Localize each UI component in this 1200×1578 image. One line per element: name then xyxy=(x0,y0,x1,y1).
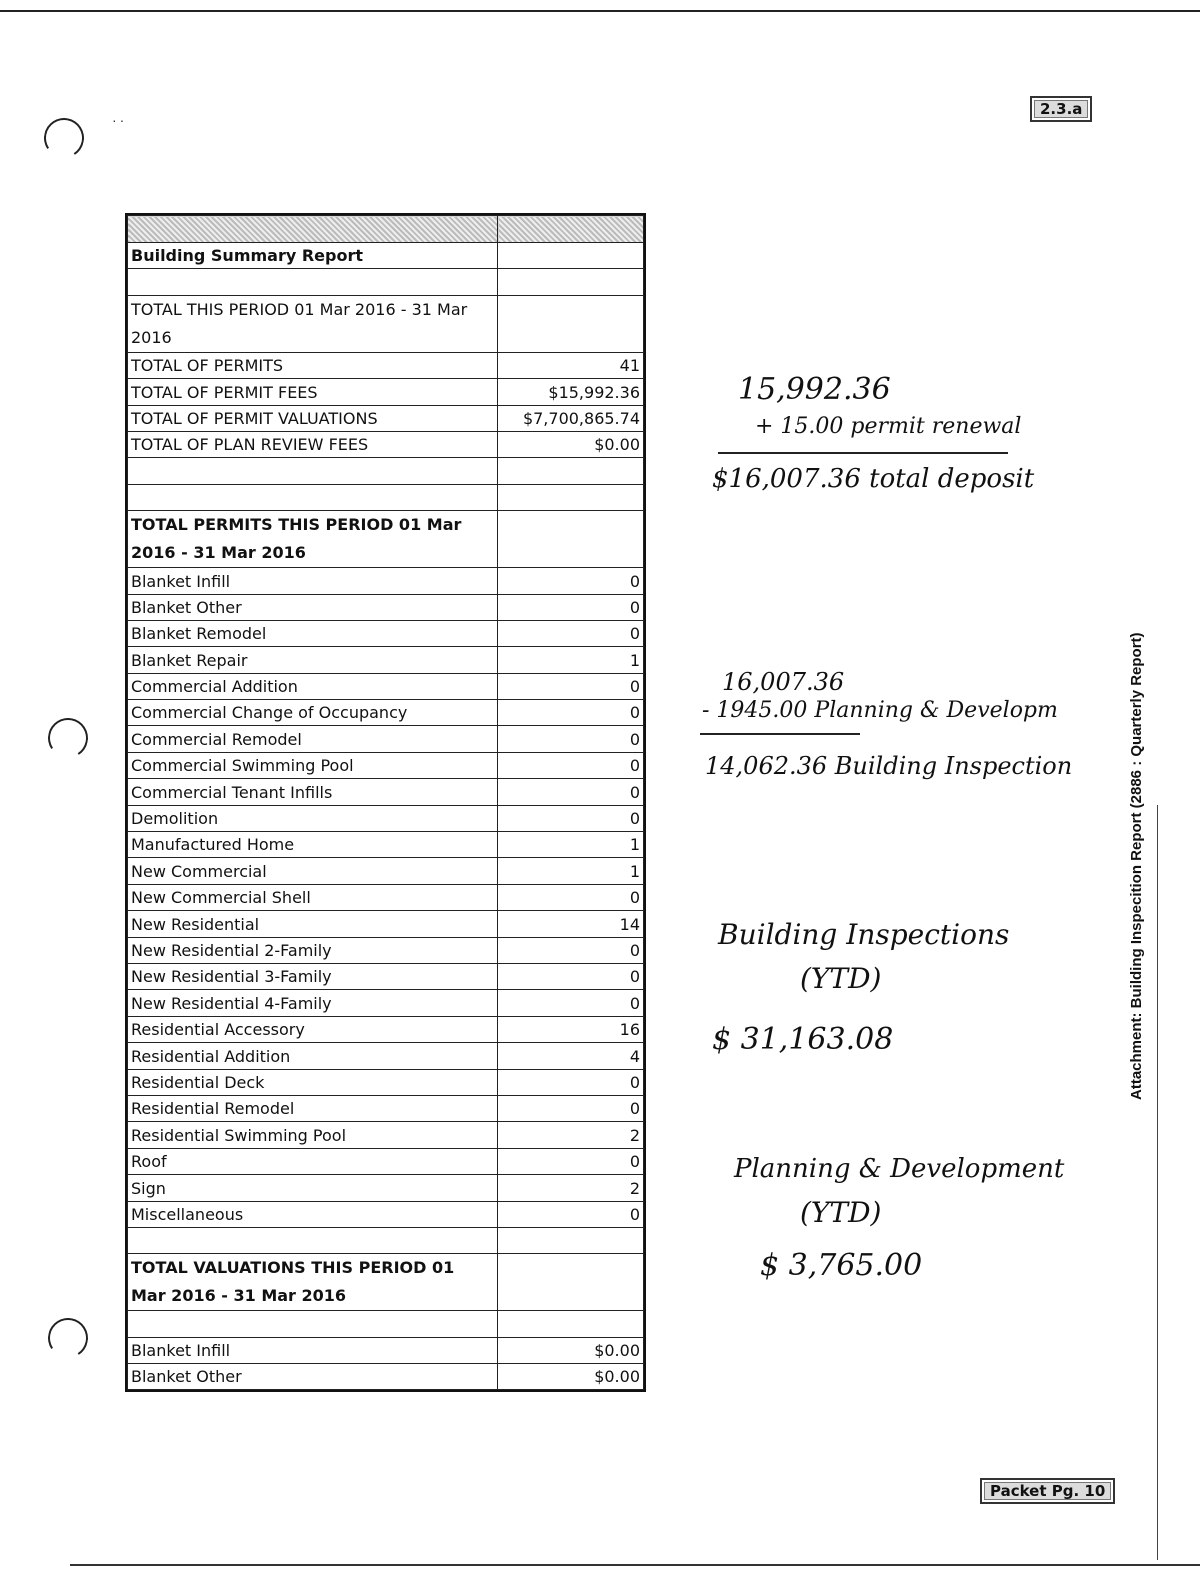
table-row xyxy=(128,1227,644,1253)
punch-hole-bottom xyxy=(44,1314,91,1361)
row-label: Blanket Other xyxy=(128,594,498,620)
row-label: Demolition xyxy=(128,805,498,831)
row-value: $0.00 xyxy=(498,1337,644,1363)
row-value: $7,700,865.74 xyxy=(498,405,644,431)
row-label: New Commercial Shell xyxy=(128,884,498,910)
table-row xyxy=(128,1122,644,1148)
table-row xyxy=(128,1311,644,1337)
row-label xyxy=(128,269,498,295)
row-value: 14 xyxy=(498,911,644,937)
table-row xyxy=(128,963,644,989)
row-value: 1 xyxy=(498,858,644,884)
table-row xyxy=(128,726,644,752)
row-label: Residential Accessory xyxy=(128,1016,498,1042)
row-value xyxy=(498,1227,644,1253)
row-label xyxy=(128,458,498,484)
row-value xyxy=(498,243,644,269)
table-row xyxy=(128,484,644,510)
note-planning-deduction: - 1945.00 Planning & Developm xyxy=(702,698,1058,723)
punch-hole-top xyxy=(40,114,87,161)
row-value: 2 xyxy=(498,1122,644,1148)
table-row xyxy=(128,431,644,457)
table-row xyxy=(128,937,644,963)
row-value: $0.00 xyxy=(498,1364,644,1390)
right-margin-line xyxy=(1157,805,1158,1560)
note-deposit-repeat: 16,007.36 xyxy=(722,668,845,696)
row-value: 16 xyxy=(498,1016,644,1042)
row-value: 0 xyxy=(498,990,644,1016)
row-value xyxy=(498,458,644,484)
row-label: TOTAL OF PLAN REVIEW FEES xyxy=(128,431,498,457)
row-label: Commercial Remodel xyxy=(128,726,498,752)
table-row xyxy=(128,216,644,243)
row-value: $0.00 xyxy=(498,431,644,457)
row-value xyxy=(498,511,644,568)
table-row xyxy=(128,1069,644,1095)
row-label: New Residential 2-Family xyxy=(128,937,498,963)
table-row xyxy=(128,1148,644,1174)
row-label: Commercial Tenant Infills xyxy=(128,779,498,805)
punch-hole-middle xyxy=(44,714,91,761)
row-label: Residential Remodel xyxy=(128,1095,498,1121)
scan-speck: ·· xyxy=(112,112,128,128)
row-label: Residential Addition xyxy=(128,1043,498,1069)
note-underline-2 xyxy=(700,733,860,735)
note-planning-ytd-amount: $ 3,765.00 xyxy=(760,1248,923,1283)
bottom-border-line xyxy=(70,1564,1200,1566)
row-value xyxy=(498,484,644,510)
row-value: $15,992.36 xyxy=(498,379,644,405)
building-summary-table xyxy=(127,215,644,1390)
row-label xyxy=(128,1227,498,1253)
table-row xyxy=(128,911,644,937)
row-value xyxy=(498,295,644,352)
attachment-side-label: Attachment: Building Inspecition Report (2886 : Quarterly Report) xyxy=(1128,632,1145,1100)
table-row xyxy=(128,858,644,884)
row-label: New Residential 4-Family xyxy=(128,990,498,1016)
row-label: Sign xyxy=(128,1175,498,1201)
row-label: Residential Deck xyxy=(128,1069,498,1095)
row-label: Manufactured Home xyxy=(128,832,498,858)
top-border-line xyxy=(0,10,1200,12)
note-building-ytd-amount: $ 31,163.08 xyxy=(712,1022,894,1057)
row-label: TOTAL OF PERMITS xyxy=(128,352,498,378)
row-label xyxy=(128,484,498,510)
row-value: 0 xyxy=(498,963,644,989)
table-row xyxy=(128,594,644,620)
row-value: 0 xyxy=(498,1069,644,1095)
row-value: 0 xyxy=(498,726,644,752)
table-row xyxy=(128,990,644,1016)
row-label: Commercial Addition xyxy=(128,673,498,699)
row-value: 2 xyxy=(498,1175,644,1201)
row-value xyxy=(498,216,644,243)
table-row xyxy=(128,700,644,726)
row-value: 0 xyxy=(498,1148,644,1174)
row-label: TOTAL THIS PERIOD 01 Mar 2016 - 31 Mar 2016 xyxy=(128,295,498,352)
note-fees-total: 15,992.36 xyxy=(738,372,891,407)
table-row xyxy=(128,1095,644,1121)
note-ytd-2: (YTD) xyxy=(800,1196,882,1229)
row-value: 1 xyxy=(498,647,644,673)
row-label xyxy=(128,1311,498,1337)
row-label: TOTAL PERMITS THIS PERIOD 01 Mar 2016 - 31 Mar 2016 xyxy=(128,511,498,568)
row-label: New Residential 3-Family xyxy=(128,963,498,989)
row-value: 0 xyxy=(498,568,644,594)
row-label: Blanket Infill xyxy=(128,1337,498,1363)
table-row xyxy=(128,647,644,673)
row-label xyxy=(128,216,498,243)
table-row xyxy=(128,295,644,352)
note-planning-ytd-label: Planning & Development xyxy=(734,1154,1065,1184)
row-label: Blanket Remodel xyxy=(128,620,498,646)
table-row xyxy=(128,1337,644,1363)
row-label: New Residential xyxy=(128,911,498,937)
table-row xyxy=(128,568,644,594)
row-value: 0 xyxy=(498,594,644,620)
row-label: Miscellaneous xyxy=(128,1201,498,1227)
row-label: Commercial Swimming Pool xyxy=(128,752,498,778)
packet-page-badge: Packet Pg. 10 xyxy=(980,1478,1115,1504)
table-row xyxy=(128,379,644,405)
note-permit-renewal: + 15.00 permit renewal xyxy=(755,414,1022,439)
table-row xyxy=(128,458,644,484)
table-row xyxy=(128,1364,644,1390)
row-label: Blanket Other xyxy=(128,1364,498,1390)
table-row xyxy=(128,405,644,431)
table-row xyxy=(128,620,644,646)
row-value xyxy=(498,269,644,295)
row-value: 0 xyxy=(498,752,644,778)
table-row xyxy=(128,1175,644,1201)
row-value: 0 xyxy=(498,937,644,963)
table-row xyxy=(128,884,644,910)
table-row xyxy=(128,1201,644,1227)
row-value: 0 xyxy=(498,700,644,726)
row-value: 0 xyxy=(498,1095,644,1121)
table-row xyxy=(128,779,644,805)
row-label: Commercial Change of Occupancy xyxy=(128,700,498,726)
row-label: Roof xyxy=(128,1148,498,1174)
note-building-inspections-ytd-label: Building Inspections xyxy=(718,918,1010,951)
row-value xyxy=(498,1311,644,1337)
table-row xyxy=(128,243,644,269)
table-row xyxy=(128,805,644,831)
table-row xyxy=(128,752,644,778)
note-total-deposit: $16,007.36 total deposit xyxy=(712,464,1035,494)
table-row xyxy=(128,832,644,858)
row-label: Blanket Infill xyxy=(128,568,498,594)
table-row xyxy=(128,673,644,699)
row-value: 0 xyxy=(498,884,644,910)
table-row xyxy=(128,1254,644,1311)
agenda-item-badge: 2.3.a xyxy=(1030,96,1092,122)
table-row xyxy=(128,1043,644,1069)
row-label: Blanket Repair xyxy=(128,647,498,673)
row-value: 0 xyxy=(498,779,644,805)
table-row xyxy=(128,352,644,378)
row-label: New Commercial xyxy=(128,858,498,884)
row-value: 0 xyxy=(498,1201,644,1227)
row-label: Building Summary Report xyxy=(128,243,498,269)
row-value: 4 xyxy=(498,1043,644,1069)
note-underline-1 xyxy=(718,452,1008,454)
note-building-inspection: 14,062.36 Building Inspection xyxy=(705,752,1073,780)
row-value xyxy=(498,1254,644,1311)
row-value: 41 xyxy=(498,352,644,378)
row-value: 0 xyxy=(498,620,644,646)
row-label: Residential Swimming Pool xyxy=(128,1122,498,1148)
row-label: TOTAL OF PERMIT FEES xyxy=(128,379,498,405)
note-ytd-1: (YTD) xyxy=(800,962,882,995)
row-value: 0 xyxy=(498,805,644,831)
table-row xyxy=(128,511,644,568)
row-label: TOTAL VALUATIONS THIS PERIOD 01 Mar 2016 - 31 Mar 2016 xyxy=(128,1254,498,1311)
row-label: TOTAL OF PERMIT VALUATIONS xyxy=(128,405,498,431)
row-value: 0 xyxy=(498,673,644,699)
table-row xyxy=(128,269,644,295)
table-row xyxy=(128,1016,644,1042)
row-value: 1 xyxy=(498,832,644,858)
